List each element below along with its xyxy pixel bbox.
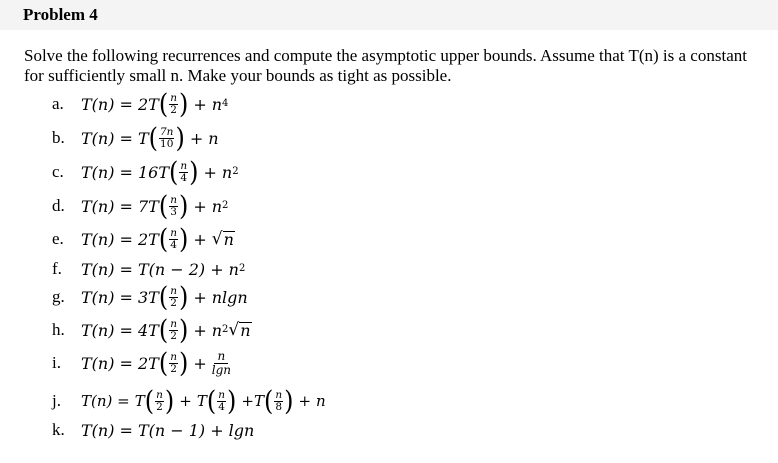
plus-sign: + <box>203 162 217 182</box>
recurrence-e: e. T(n) = 2T ( $\frac{n}{4}$ ) + √ n <box>52 223 234 255</box>
item-label: g. <box>52 287 65 306</box>
recurrence-h: h. T(n) = 4T ( $\frac{n}{2}$ ) + n 2 √ n <box>52 314 251 346</box>
term: nlgn <box>211 287 248 307</box>
fraction: $\frac{n}{2}$ <box>170 91 177 116</box>
plus-sign: + <box>193 94 207 114</box>
fraction: $\frac{n}{2}$ <box>170 284 177 309</box>
lhs: T(n) = <box>81 196 133 216</box>
fraction: $\frac{n}{4}$ <box>218 388 225 413</box>
fraction: $\frac{n}{4}$ <box>180 159 188 184</box>
term: n <box>228 259 239 279</box>
square-root: √ n <box>211 229 234 249</box>
expression: T(n − 1) + <box>137 420 224 440</box>
coefficient: T <box>137 128 149 148</box>
item-label: a. <box>52 94 64 113</box>
term: lgn <box>228 420 255 440</box>
item-label: f. <box>52 259 62 278</box>
term: n <box>211 94 223 114</box>
item-label: i. <box>52 353 61 372</box>
lhs: T(n) = <box>81 420 133 440</box>
plus-sign: + <box>189 128 204 148</box>
lhs: T(n) = <box>81 353 133 373</box>
coefficient: 2T <box>137 94 159 114</box>
fraction: $\frac{n}{2}$ <box>170 350 177 375</box>
recurrence-a: a. T(n) = 2T ( $\frac{n}{2}$ ) + n 4 <box>52 88 229 120</box>
item-label: b. <box>52 128 65 147</box>
lhs: T(n) = <box>81 392 130 410</box>
problem-title: Problem 4 <box>0 0 778 30</box>
fraction: $\frac{n}{8}$ <box>275 388 283 413</box>
plus-sign: + <box>179 392 192 410</box>
fraction: $\frac{n}{3}$ <box>170 193 177 218</box>
coefficient: T <box>253 392 264 410</box>
recurrence-f: f. T(n) = T(n − 2) + n 2 <box>52 259 246 279</box>
fraction: $\frac{n}{2}$ <box>170 317 177 342</box>
plus-sign: + <box>193 196 207 216</box>
lhs: T(n) = <box>81 162 133 182</box>
fraction: $\frac{n}{\lg n}$ <box>211 348 231 377</box>
plus-sign: + <box>193 287 207 307</box>
recurrence-c: c. T(n) = 16T ( $\frac{n}{4}$ ) + n 2 <box>52 156 239 188</box>
plus-sign: + <box>298 392 312 410</box>
recurrence-d: d. T(n) = 7T ( $\frac{n}{3}$ ) + n 2 <box>52 190 229 222</box>
coefficient: 2T <box>137 353 159 373</box>
item-label: k. <box>52 420 65 439</box>
plus-sign: + <box>241 392 254 410</box>
coefficient: T <box>134 392 145 410</box>
coefficient: 16T <box>137 162 169 182</box>
lhs: T(n) = <box>81 259 133 279</box>
problem-intro: Solve the following recurrences and compute the asymptotic upper bounds. Assume that T(n) is a constant for sufficiently small n. Make your bounds as tight as possible. <box>24 46 747 85</box>
item-label: d. <box>52 196 65 215</box>
plus-sign: + <box>193 320 207 340</box>
coefficient: 3T <box>137 287 159 307</box>
plus-sign: + <box>193 353 207 373</box>
fraction: $\frac{n}{4}$ <box>170 226 177 251</box>
coefficient: T <box>196 392 207 410</box>
term: n <box>211 320 223 340</box>
coefficient: 2T <box>137 229 159 249</box>
coefficient: 7T <box>137 196 159 216</box>
item-label: c. <box>52 162 64 181</box>
square-root: √ n <box>228 320 251 340</box>
item-label: e. <box>52 229 64 248</box>
fraction: $\frac{7n}{10}$ <box>160 125 174 150</box>
recurrence-b: b. T(n) = T ( $\frac{7n}{10}$ ) + n <box>52 122 219 154</box>
lhs: T(n) = <box>81 287 133 307</box>
item-label: h. <box>52 320 65 339</box>
recurrence-k <box>52 418 254 442</box>
plus-sign: + <box>193 229 207 249</box>
lhs: T(n) = <box>81 229 133 249</box>
term: n <box>208 128 219 148</box>
lhs: T(n) = <box>81 94 133 114</box>
lhs: T(n) = <box>81 128 133 148</box>
recurrence-i: i. T(n) = 2T ( $\frac{n}{2}$ ) + $\frac{n}{\lg n}$ <box>52 347 231 379</box>
term: n <box>211 196 223 216</box>
recurrence-g: g. T(n) = 3T ( $\frac{n}{2}$ ) + nlgn <box>52 281 248 313</box>
item-label: j. <box>52 391 61 410</box>
fraction: $\frac{n}{2}$ <box>156 388 163 413</box>
expression: T(n − 2) + <box>137 259 224 279</box>
coefficient: 4T <box>137 320 159 340</box>
term: n <box>221 162 233 182</box>
lhs: T(n) = <box>81 320 133 340</box>
recurrence-j: j. T(n) = T ( $\frac{n}{2}$ ) + T ( $\frac{n}{4}$ ) + T ( $\frac{n}{8}$ ) + n <box>52 385 326 417</box>
term: n <box>316 392 326 410</box>
